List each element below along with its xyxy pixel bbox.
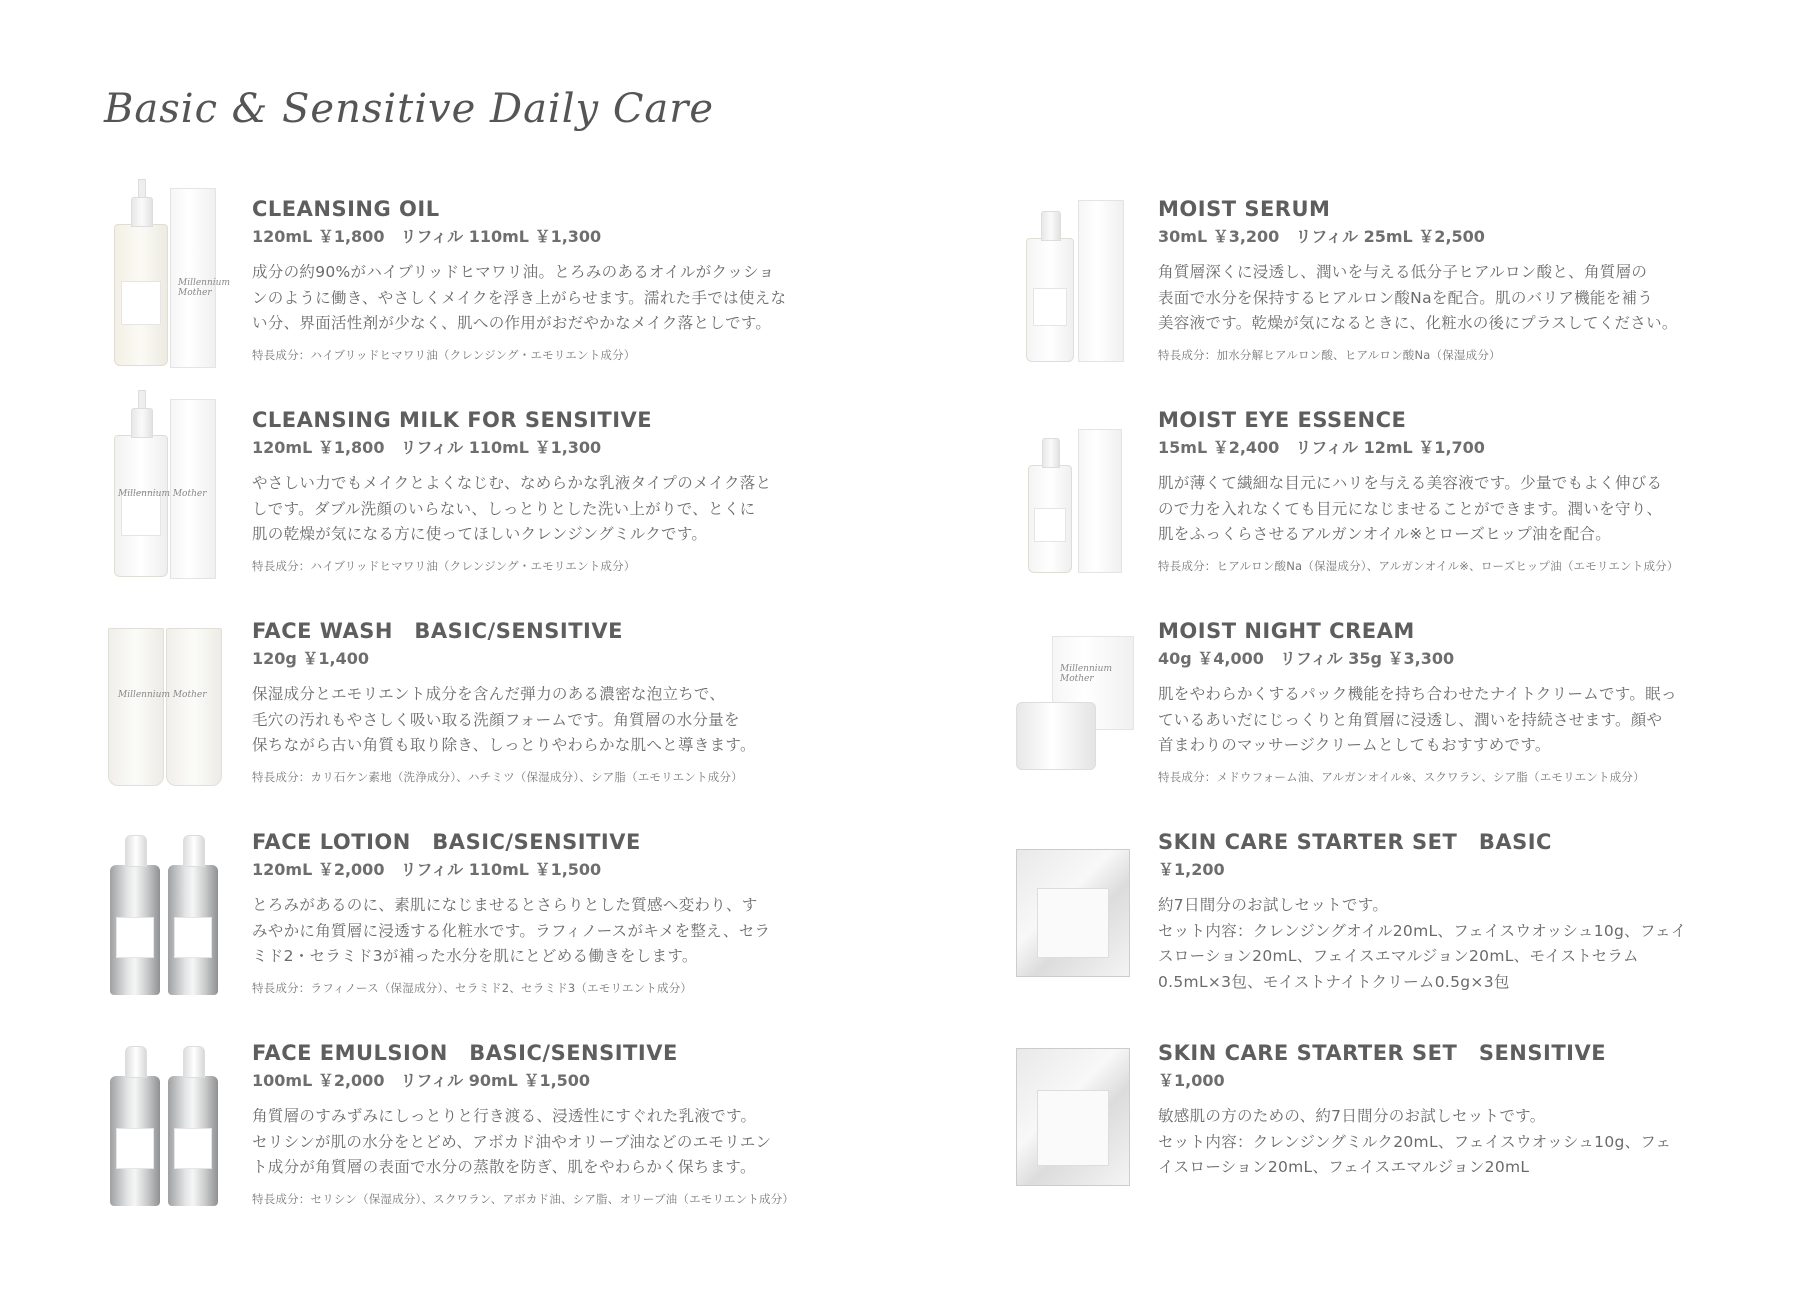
product-name: FACE WASH BASIC/SENSITIVE (252, 619, 623, 643)
product-cleansing-milk (106, 399, 876, 589)
product-name: CLEANSING OIL (252, 197, 440, 221)
product-description: やさしい力でもメイクとよくなじむ、なめらかな乳液タイプのメイク落と しです。ダブル洗顔のいらない、しっとりとした洗い上がりで、とくに 肌の乾燥が気になる方に使ってほしいクレンジングミルクです。 (252, 474, 772, 543)
brand-logo: Millennium Mother (1060, 664, 1112, 684)
product-name: FACE LOTION BASIC/SENSITIVE (252, 830, 641, 854)
product-name: CLEANSING MILK FOR SENSITIVE (252, 408, 653, 432)
product-description: 角質層深くに浸透し、潤いを与える低分子ヒアルロン酸と、角質層の 表面で水分を保持するヒアルロン酸Naを配合。肌のバリア機能を補う 美容液です。乾燥が気になるときに、化粧水の後にプラスしてください。 (1158, 263, 1678, 332)
product-description: 約7日間分のお試しセットです。 セット内容：クレンジングオイル20mL、フェイスウオッシュ10g、フェイ スローション20mL、フェイスエマルジョン20mL、モイストセラム 0.5mL×3包、モイストナイトクリーム0.5g×3包 (1158, 896, 1687, 991)
brand-logo: Millennium Mother (118, 690, 207, 700)
product-name: MOIST SERUM (1158, 197, 1331, 221)
product-description: 敏感肌の方のための、約7日間分のお試しセットです。 セット内容：クレンジングミルク20mL、フェイスウオッシュ10g、フェ イスローション20mL、フェイスエマルジョン20mL (1158, 1107, 1672, 1176)
product-price: 120g ￥1,400 (252, 649, 370, 668)
product-price: 120mL ￥1,800 リフィル 110mL ￥1,300 (252, 227, 602, 246)
product-face-wash (106, 610, 876, 800)
product-price: 30mL ￥3,200 リフィル 25mL ￥2,500 (1158, 227, 1485, 246)
product-moist-night-cream (1012, 610, 1782, 800)
product-cleansing-oil (106, 188, 876, 378)
product-ingredients: 特長成分：加水分解ヒアルロン酸、ヒアルロン酸Na（保湿成分） (1158, 347, 1501, 362)
product-price: 120mL ￥2,000 リフィル 110mL ￥1,500 (252, 860, 602, 879)
product-price: 100mL ￥2,000 リフィル 90mL ￥1,500 (252, 1071, 591, 1090)
product-image-moist-serum (1012, 188, 1132, 378)
product-description: 成分の約90%がハイブリッドヒマワリ油。とろみのあるオイルがクッショ ンのように働き、やさしくメイクを浮き上がらせます。濡れた手では使えな い分、界面活性剤が少なく、肌への作用がおだやかなメイク落としです。 (252, 263, 787, 332)
product-image-starter-set-basic (1012, 821, 1132, 1011)
product-ingredients: 特長成分：ハイブリッドヒマワリ油（クレンジング・エモリエント成分） (252, 347, 636, 362)
product-description: 保湿成分とエモリエント成分を含んだ弾力のある濃密な泡立ちで、 毛穴の汚れもやさしく吸い取る洗顔フォームです。角質層の水分量を 保ちながら古い角質も取り除き、しっとりやわらかな肌へと導きます。 (252, 685, 756, 754)
product-starter-set-basic (1012, 821, 1782, 1011)
product-image-face-wash (106, 610, 226, 800)
product-name: SKIN CARE STARTER SET SENSITIVE (1158, 1041, 1607, 1065)
product-price: 15mL ￥2,400 リフィル 12mL ￥1,700 (1158, 438, 1485, 457)
product-ingredients: 特長成分：カリ石ケン素地（洗浄成分）、ハチミツ（保湿成分）、シア脂（エモリエント成分） (252, 769, 743, 784)
product-moist-eye-essence (1012, 399, 1782, 589)
product-price: 40g ￥4,000 リフィル 35g ￥3,300 (1158, 649, 1455, 668)
product-description: 肌が薄くて繊細な目元にハリを与える美容液です。少量でもよく伸びる ので力を入れなくても目元になじませることができます。潤いを守り、 肌をふっくらさせるアルガンオイル※とローズヒップ油を配合。 (1158, 474, 1663, 543)
product-ingredients: 特長成分：セリシン（保湿成分）、スクワラン、アボカド油、シア脂、オリーブ油（エモリエント成分） (252, 1191, 795, 1206)
product-description: 角質層のすみずみにしっとりと行き渡る、浸透性にすぐれた乳液です。 セリシンが肌の水分をとどめ、アボカド油やオリーブ油などのエモリエン ト成分が角質層の表面で水分の蒸散を防ぎ、肌をやわらかく保ちます。 (252, 1107, 772, 1176)
page-title: Basic & Sensitive Daily Care (104, 86, 715, 132)
product-name: FACE EMULSION BASIC/SENSITIVE (252, 1041, 678, 1065)
product-face-lotion (106, 821, 876, 1011)
product-image-cleansing-milk (106, 399, 226, 589)
product-image-face-lotion (106, 821, 226, 1011)
product-face-emulsion (106, 1032, 876, 1222)
product-name: MOIST NIGHT CREAM (1158, 619, 1415, 643)
product-starter-set-sensitive (1012, 1032, 1782, 1222)
product-description: 肌をやわらかくするパック機能を持ち合わせたナイトクリームです。眠っ ているあいだにじっくりと角質層に浸透し、潤いを持続させます。顔や 首まわりのマッサージクリームとしてもおすすめです。 (1158, 685, 1677, 754)
product-ingredients: 特長成分：ハイブリッドヒマワリ油（クレンジング・エモリエント成分） (252, 558, 636, 573)
product-ingredients: 特長成分：ヒアルロン酸Na（保湿成分）、アルガンオイル※、ローズヒップ油（エモリエント成分） (1158, 558, 1679, 573)
product-name: SKIN CARE STARTER SET BASIC (1158, 830, 1552, 854)
product-image-moist-eye-essence (1012, 399, 1132, 589)
product-ingredients: 特長成分：ラフィノース（保湿成分）、セラミド2、セラミド3（エモリエント成分） (252, 980, 693, 995)
product-description: とろみがあるのに、素肌になじませるとさらりとした質感へ変わり、す みやかに角質層に浸透する化粧水です。ラフィノースがキメを整え、セラ ミド2・セラミド3が補った水分を肌にとどめる働きをします。 (252, 896, 771, 965)
product-image-face-emulsion (106, 1032, 226, 1222)
product-price: ￥1,000 (1158, 1071, 1225, 1090)
brand-logo: Millennium Mother (118, 489, 207, 499)
product-price: 120mL ￥1,800 リフィル 110mL ￥1,300 (252, 438, 602, 457)
brand-logo: Millennium Mother (178, 278, 230, 298)
product-image-moist-night-cream (1012, 610, 1132, 800)
product-image-starter-set-sensitive (1012, 1032, 1132, 1222)
product-ingredients: 特長成分：メドウフォーム油、アルガンオイル※、スクワラン、シア脂（エモリエント成分） (1158, 769, 1645, 784)
product-name: MOIST EYE ESSENCE (1158, 408, 1407, 432)
product-price: ￥1,200 (1158, 860, 1225, 879)
product-image-cleansing-oil (106, 188, 230, 378)
product-moist-serum (1012, 188, 1782, 378)
